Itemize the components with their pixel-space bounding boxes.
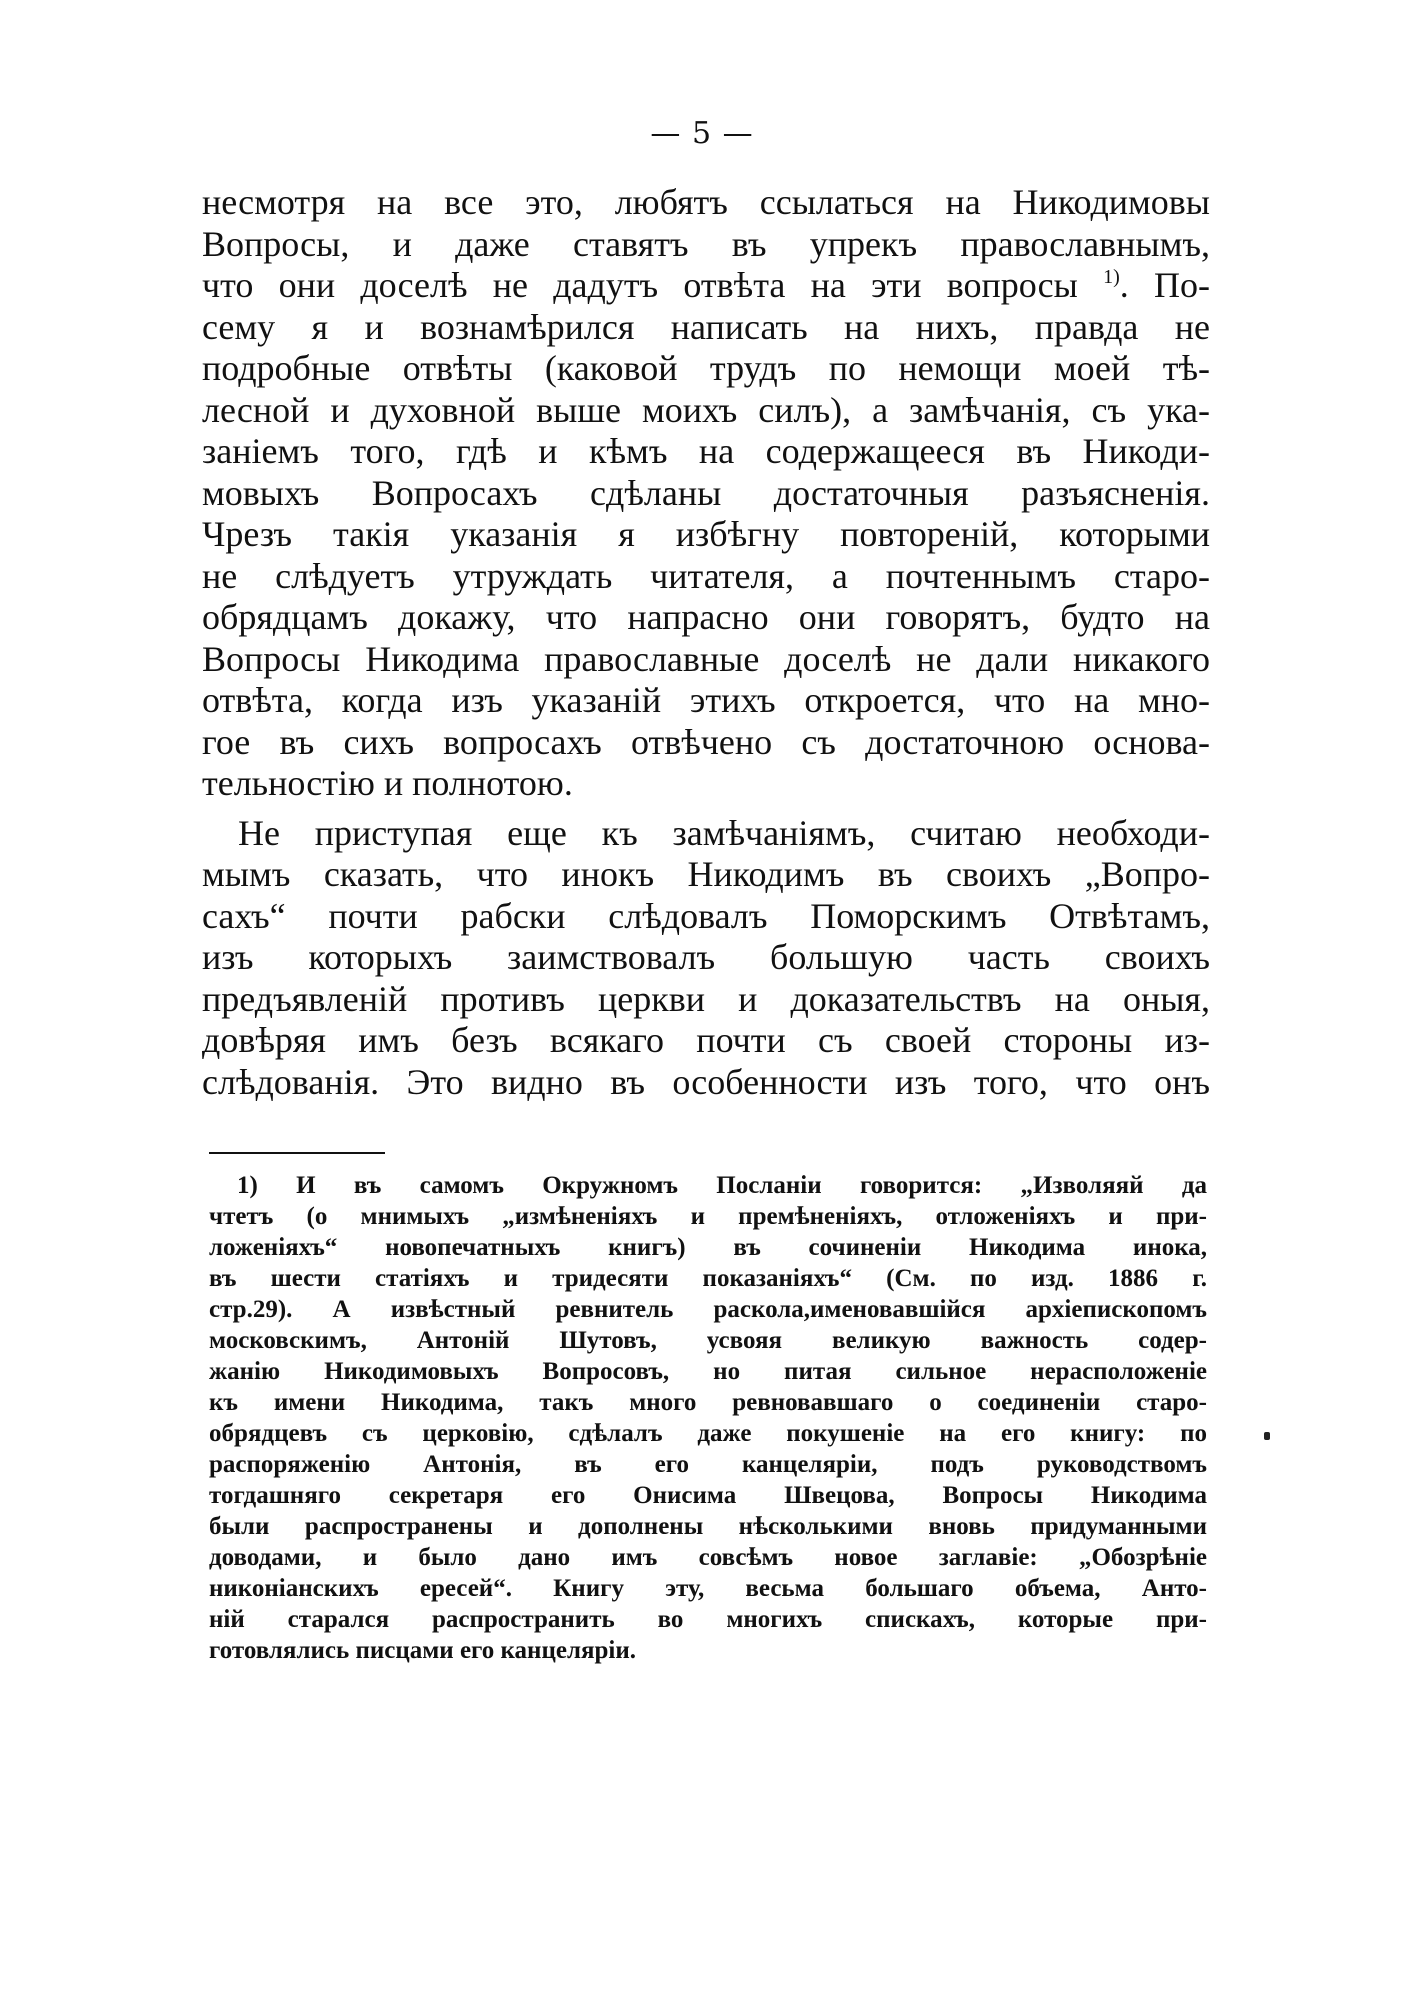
footnote-line: готовлялись писцами его канцеляріи. bbox=[209, 1637, 637, 1664]
text-line: сахъ“ почти рабски слѣдовалъ Поморскимъ Отвѣтамъ, bbox=[202, 895, 1210, 936]
text-line: Вопросы, и даже ставятъ въ упрекъ православнымъ, bbox=[202, 223, 1210, 264]
text-line: гое въ сихъ вопросахъ отвѣчено съ достаточною основа- bbox=[202, 721, 1210, 762]
footnote-line: распоряженію Антонія, въ его канцеляріи, подъ руководствомъ bbox=[209, 1451, 1207, 1478]
text-line-start: что они доселѣ не дадутъ отвѣта на эти вопросы bbox=[202, 265, 1078, 305]
paragraph-gap bbox=[202, 805, 1210, 813]
footnote-line: доводами, и было дано имъ совсѣмъ новое заглавіе: „Обозрѣніе bbox=[209, 1544, 1207, 1571]
footnote-line: ложеніяхъ“ новопечатныхъ книгъ) въ сочиненіи Никодима инока, bbox=[209, 1234, 1207, 1261]
text-line: Вопросы Никодима православные доселѣ не дали никакого bbox=[202, 638, 1210, 679]
footnote-line: московскимъ, Антоній Шутовъ, усвояя великую важность содер- bbox=[209, 1327, 1207, 1354]
text-line: предъявленій противъ церкви и доказательствъ на оныя, bbox=[202, 978, 1210, 1019]
text-line: Чрезъ такія указанія я избѣгну повтореній, которыми bbox=[202, 514, 1210, 554]
text-line: Не приступая еще къ замѣчаніямъ, считаю необходи- bbox=[238, 812, 1210, 853]
text-line: лесной и духовной выше моихъ силъ), а замѣчанія, съ ука- bbox=[202, 389, 1210, 430]
footnote-divider bbox=[209, 1152, 385, 1154]
page-number: — 5 — bbox=[650, 116, 754, 151]
footnote-line: въ шести статіяхъ и тридесяти показаніяхъ“ (См. по изд. 1886 г. bbox=[209, 1265, 1207, 1292]
footnote-line: никоніанскихъ ересей“. Книгу эту, весьма большаго объема, Анто- bbox=[209, 1575, 1207, 1602]
footnote-block bbox=[209, 1170, 1207, 1666]
text-line-with-footnote-ref bbox=[202, 265, 1210, 307]
text-line: слѣдованія. Это видно въ особенности изъ того, что онъ bbox=[202, 1061, 1210, 1102]
footnote-line: стр.29). А извѣстный ревнитель раскола,именовавшійся архіепископомъ bbox=[209, 1296, 1207, 1323]
text-line: несмотря на все это, любятъ ссылаться на Никодимовы bbox=[202, 182, 1210, 222]
main-text-block bbox=[202, 182, 1210, 1103]
text-line: заніемъ того, гдѣ и кѣмъ на содержащееся въ Никоди- bbox=[202, 431, 1210, 471]
footnote-line: были распространены и дополнены нѣсколькими вновь придуманными bbox=[209, 1513, 1207, 1540]
footnote-line: ній старался распространить во многихъ спискахъ, которые при- bbox=[209, 1606, 1207, 1633]
text-line: обрядцамъ докажу, что напрасно они говорятъ, будто на bbox=[202, 597, 1210, 637]
footnote-line: тогдашняго секретаря его Онисима Швецова, Вопросы Никодима bbox=[209, 1482, 1207, 1509]
footnote-line: обрядцевъ съ церковію, сдѣлалъ даже покушеніе на его книгу: по bbox=[209, 1420, 1207, 1447]
footnote-line: чтетъ (о мнимыхъ „измѣненіяхъ и премѣненіяхъ, отложеніяхъ и при- bbox=[209, 1203, 1207, 1230]
text-line: изъ которыхъ заимствовалъ большую часть своихъ bbox=[202, 937, 1210, 977]
footnote-line: жанію Никодимовыхъ Вопросовъ, но питая сильное нерасположеніе bbox=[209, 1358, 1207, 1385]
text-line-tail: . По- bbox=[1119, 265, 1211, 305]
footnote-line: 1) И въ самомъ Окружномъ Посланіи говорится: „Изволяяй да bbox=[237, 1172, 1207, 1199]
text-line: довѣряя имъ безъ всякаго почти съ своей стороны из- bbox=[202, 1020, 1210, 1060]
text-line: подробные отвѣты (каковой трудъ по немощи моей тѣ- bbox=[202, 348, 1210, 388]
text-line: мовыхъ Вопросахъ сдѣланы достаточныя разъясненія. bbox=[202, 472, 1210, 513]
scan-speck bbox=[1264, 1432, 1270, 1440]
footnote-line: къ имени Никодима, такъ много ревновавшаго о соединеніи старо- bbox=[209, 1389, 1207, 1416]
text-line: отвѣта, когда изъ указаній этихъ откроется, что на мно- bbox=[202, 680, 1210, 720]
text-line: мымъ сказать, что инокъ Никодимъ въ своихъ „Вопро- bbox=[202, 854, 1210, 894]
footnote-reference: 1) bbox=[1103, 266, 1120, 288]
text-line: не слѣдуетъ утруждать читателя, а почтеннымъ старо- bbox=[202, 555, 1210, 596]
text-line: тельностію и полнотою. bbox=[202, 763, 573, 803]
text-line: сему я и вознамѣрился написать на нихъ, правда не bbox=[202, 306, 1210, 347]
